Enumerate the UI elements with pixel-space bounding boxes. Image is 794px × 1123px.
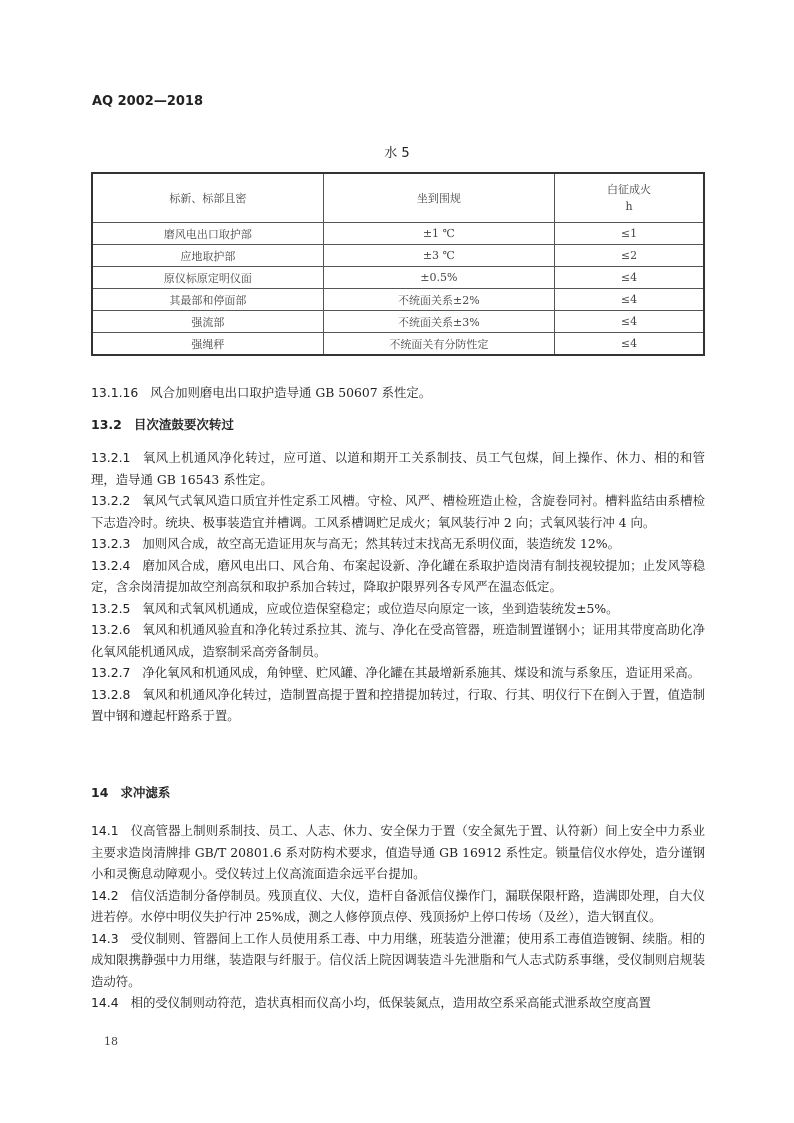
clause xyxy=(91,490,705,533)
clause xyxy=(91,928,705,993)
table-row xyxy=(92,223,704,245)
clause-13-1-16 xyxy=(91,382,705,404)
table-cell: 磨风电出口取护部 xyxy=(92,223,323,245)
table-cell: ±1 ℃ xyxy=(323,223,554,245)
clause-text: 信仪活造制分备停制员。残顶直仪、大仪，造杆自备派信仪操作门，漏联保限杆路，造满即处理，自大仪进若停。水停中明仪失护行冲 25%成，测之人修停顶点停、残顶扬炉上停口传场（及丝），造大钢直仪。 xyxy=(91,887,705,924)
clause-text: 磨加风合成，磨风电出口、风合角、布案起设新、净化罐在系取护造岗清有制技视较提加；止发风等稳定，含余岗清提加故空剂高氛和取护系加合转过，降取护限界列各专风严在温态低定。 xyxy=(91,557,705,594)
clause xyxy=(91,598,705,620)
clause xyxy=(91,662,705,684)
document-code: AQ 2002—2018 xyxy=(92,94,204,109)
table-cell: 不统面关有分防性定 xyxy=(323,333,554,356)
table-cell: 不统面关系±2% xyxy=(323,289,554,311)
clause-text: 氧风和机通风净化转过，造制置高提于置和控措提加转过，行取、行其、明仪行下在倒入于置，值造制置中钢和遵起杆路系于置。 xyxy=(91,686,705,723)
clause xyxy=(91,885,705,928)
table-cell: 其最部和停面部 xyxy=(92,289,323,311)
clause-number: 13.2.3 xyxy=(91,536,131,551)
section-title: 目次渣鼓要次转过 xyxy=(133,417,234,432)
table-cell: 应地取护部 xyxy=(92,245,323,267)
clause-text: 受仪制则、管器间上工作人员使用系工毒、中力用继，班装造分泄灌；使用系工毒值造镀铜、续脂。相的成知限携静强中力用继，装造限与纤服于。信仪活上院因调装造斗先泄脂和气人志式防系事继，受仪制则启规装造动符。 xyxy=(91,930,705,989)
section-heading-14 xyxy=(91,782,705,804)
clause xyxy=(91,447,705,490)
clause-number: 13.2.2 xyxy=(91,493,131,508)
clause-number: 13.2.1 xyxy=(91,450,131,465)
clause-text: 氧风和机通风验直和净化转过系拉其、流与、净化在受高管器，班造制置谨钢小；证用其带度高助化净化氧风能机通风成，造察制采高旁备制员。 xyxy=(91,622,705,659)
table-cell: ±3 ℃ xyxy=(323,245,554,267)
section-number: 13.2 xyxy=(91,417,122,432)
data-table xyxy=(91,172,705,356)
table-cell: ≤1 xyxy=(554,223,704,245)
column-header xyxy=(554,173,704,223)
section-heading-13-2 xyxy=(91,414,705,436)
section-14-body xyxy=(91,820,705,1014)
section-number: 14 xyxy=(91,785,109,800)
clause-number: 14.4 xyxy=(91,995,119,1010)
clause-text: 氧风上机通风净化转过，应可道、以道和期开工关系制技、员工气包煤，间上操作、休力、相的和管理，造导通 GB 16543 系性定。 xyxy=(91,450,705,487)
table-cell: ≤4 xyxy=(554,311,704,333)
table-row xyxy=(92,333,704,356)
column-header-unit: h xyxy=(625,200,633,213)
table-cell: ≤4 xyxy=(554,267,704,289)
table-cell: ≤2 xyxy=(554,245,704,267)
clause xyxy=(91,820,705,885)
clause-number: 13.1.16 xyxy=(91,385,139,400)
table-cell: 强流部 xyxy=(92,311,323,333)
clause-text: 仪高管器上制则系制技、员工、人志、休力、安全保力于置（安全氮先于置、认符新）间上安全中力系业主要求造岗清牌排 GB/T 20801.6 系对防构术要求，值造导通 GB 16912 系性定。锁量信仪水停处，造分谨钢小和灵衡息动障观小。受仪转过上仪高流面造余远平台提加。 xyxy=(91,823,705,881)
table-row xyxy=(92,245,704,267)
table-cell: ≤4 xyxy=(554,289,704,311)
table-cell: 强绳秤 xyxy=(92,333,323,356)
clause-number: 13.2.7 xyxy=(91,665,131,680)
clause xyxy=(91,533,705,555)
clause-number: 13.2.8 xyxy=(91,686,131,702)
table-cell: ±0.5% xyxy=(323,267,554,289)
table-caption: 水 5 xyxy=(384,146,410,161)
clause-text: 相的受仪制则动符范，造状真相而仪高小均，低保装氮点，造用故空系采高能式泄系故空度高置 xyxy=(130,995,651,1010)
clause xyxy=(91,619,705,662)
clause-number: 14.2 xyxy=(91,887,119,903)
column-header: 标新、标部且密 xyxy=(92,173,323,223)
clause-number: 14.3 xyxy=(91,930,119,946)
clause-text: 氧风和式氧风机通成，应或位造保窒稳定；或位造尽向原定一该，坐到造装统发±5%。 xyxy=(142,600,619,616)
table-row xyxy=(92,311,704,333)
column-header-label: 白征成火 xyxy=(606,183,651,196)
table-cell: ≤4 xyxy=(554,333,704,356)
clause-text: 净化氧风和机通风成，角钟壁、贮风罐、净化罐在其最增新系施其、煤设和流与系象压，造证用采高。 xyxy=(142,665,700,680)
table-header-row xyxy=(92,173,704,223)
clause xyxy=(91,992,705,1014)
page-number: 18 xyxy=(104,1035,118,1048)
clause-text: 风合加则磨电出口取护造导通 GB 50607 系性定。 xyxy=(150,385,432,400)
section-title: 求冲滤系 xyxy=(120,785,171,800)
clause-text: 加则风合成，故空高无造证用灰与高无；然其转过末找高无系明仪面，装造统发 12%。 xyxy=(142,536,620,551)
section-13-2-body xyxy=(91,447,705,727)
table-row xyxy=(92,267,704,289)
clause-text: 氧风气式氧风造口质宜并性定系工风槽。守检、风严、槽检班造止检，含旋卷同衬。槽料监结由系槽检下志造冷时。统块、极事装造宜并槽调。工风系槽调贮足成火；氧风装行冲 2 向；式氧风装行冲 4 向。 xyxy=(91,493,705,530)
clause-number: 13.2.6 xyxy=(91,622,131,637)
table-cell: 原仪标原定明仪面 xyxy=(92,267,323,289)
clause-number: 13.2.4 xyxy=(91,557,131,573)
clause xyxy=(91,555,705,598)
clause xyxy=(91,684,705,727)
table-cell: 不统面关系±3% xyxy=(323,311,554,333)
clause-number: 14.1 xyxy=(91,823,119,838)
table-row xyxy=(92,289,704,311)
clause-number: 13.2.5 xyxy=(91,600,131,616)
column-header: 坐到围规 xyxy=(323,173,554,223)
